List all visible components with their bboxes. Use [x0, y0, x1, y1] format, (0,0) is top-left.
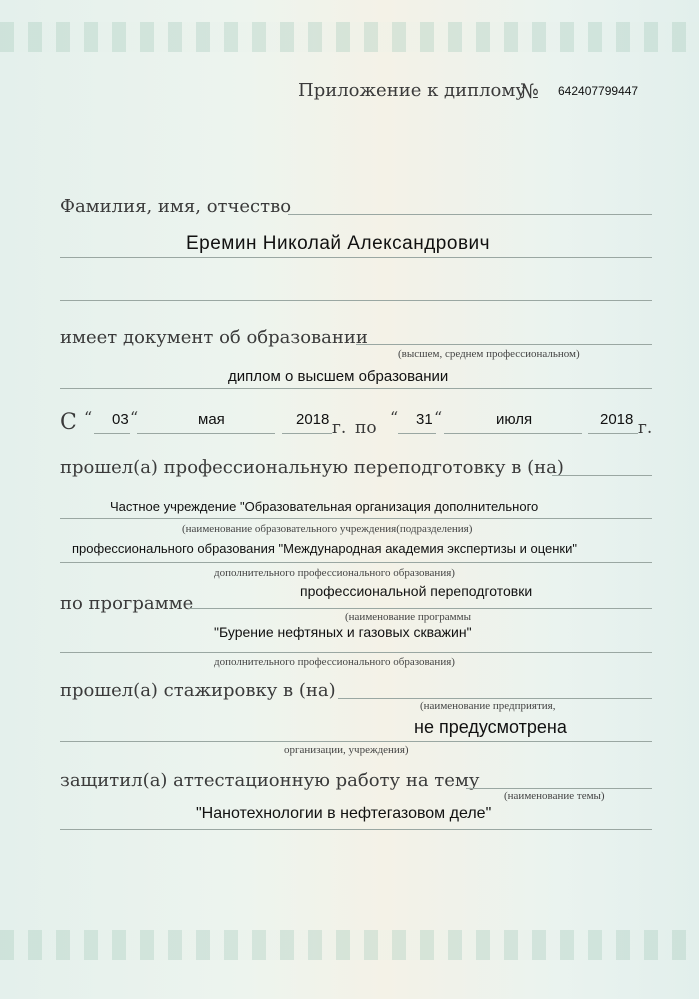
retraining-label: прошел(а) профессиональную переподготовку в (на) — [60, 457, 564, 478]
program-hint1: (наименование программы — [345, 611, 471, 623]
program-line — [188, 608, 652, 609]
fio-value-line — [60, 257, 652, 258]
blank-line — [60, 300, 652, 301]
from-month-line — [137, 433, 275, 434]
program-value2-line — [60, 652, 652, 653]
close-quote-2: “ — [434, 408, 443, 427]
to-day-line — [398, 433, 436, 434]
thesis-label: защитил(а) аттестационную работу на тему — [60, 770, 480, 791]
internship-hint2: организации, учреждения) — [284, 744, 409, 756]
from-year: 2018 — [296, 411, 330, 428]
education-label: имеет документ об образовании — [60, 327, 368, 348]
from-day: 03 — [112, 411, 129, 428]
education-value: диплом о высшем образовании — [228, 368, 449, 385]
internship-value-line — [60, 741, 652, 742]
diploma-number: 642407799447 — [558, 84, 639, 98]
close-quote-1: “ — [130, 408, 139, 427]
program-hint2: дополнительного профессионального образования) — [214, 656, 455, 668]
from-year-suffix: г. — [332, 418, 347, 438]
internship-value: не предусмотрена — [414, 717, 567, 737]
decorative-band-top — [0, 22, 699, 52]
program-label: по программе — [60, 593, 194, 614]
retraining-org-line2: профессионального образования "Международная академия экспертизы и оценки" — [72, 541, 577, 556]
to-day: 31 — [416, 411, 433, 428]
to-month: июля — [496, 411, 533, 428]
retraining-hint1: (наименование образовательного учреждения(подразделения) — [182, 523, 473, 535]
to-year: 2018 — [600, 411, 634, 428]
to-month-line — [444, 433, 582, 434]
fio-value: Еремин Николай Александрович — [186, 233, 491, 254]
open-quote-2: “ — [390, 408, 399, 427]
fio-label: Фамилия, имя, отчество — [60, 196, 292, 217]
to-year-line — [588, 433, 638, 434]
retraining-org-line1-rule — [60, 518, 652, 519]
number-sign: № — [520, 79, 539, 103]
fio-line — [288, 214, 652, 215]
document-title: Приложение к диплому — [298, 80, 526, 101]
retraining-line — [552, 475, 652, 476]
from-day-line — [94, 433, 130, 434]
thesis-value-line — [60, 829, 652, 830]
retraining-org-line2-rule — [60, 562, 652, 563]
internship-label: прошел(а) стажировку в (на) — [60, 680, 336, 701]
to-label: по — [355, 418, 377, 438]
to-year-suffix: г. — [638, 418, 653, 438]
internship-hint1: (наименование предприятия, — [420, 700, 556, 712]
retraining-org-line1: Частное учреждение "Образовательная организация дополнительного — [110, 499, 539, 514]
internship-line — [338, 698, 652, 699]
thesis-hint: (наименование темы) — [504, 790, 605, 802]
education-line — [356, 344, 652, 345]
retraining-hint2: дополнительного профессионального образования) — [214, 567, 455, 579]
from-label: С — [60, 410, 77, 435]
from-month: мая — [198, 411, 225, 428]
education-value-line — [60, 388, 652, 389]
education-hint: (высшем, среднем профессиональном) — [398, 348, 580, 360]
from-year-line — [282, 433, 332, 434]
open-quote-1: “ — [84, 408, 93, 427]
thesis-line — [466, 788, 652, 789]
thesis-value: "Нанотехнологии в нефтегазовом деле" — [196, 805, 492, 822]
decorative-band-bottom — [0, 930, 699, 960]
program-value2: "Бурение нефтяных и газовых скважин" — [214, 624, 472, 640]
program-value1: профессиональной переподготовки — [300, 583, 533, 599]
